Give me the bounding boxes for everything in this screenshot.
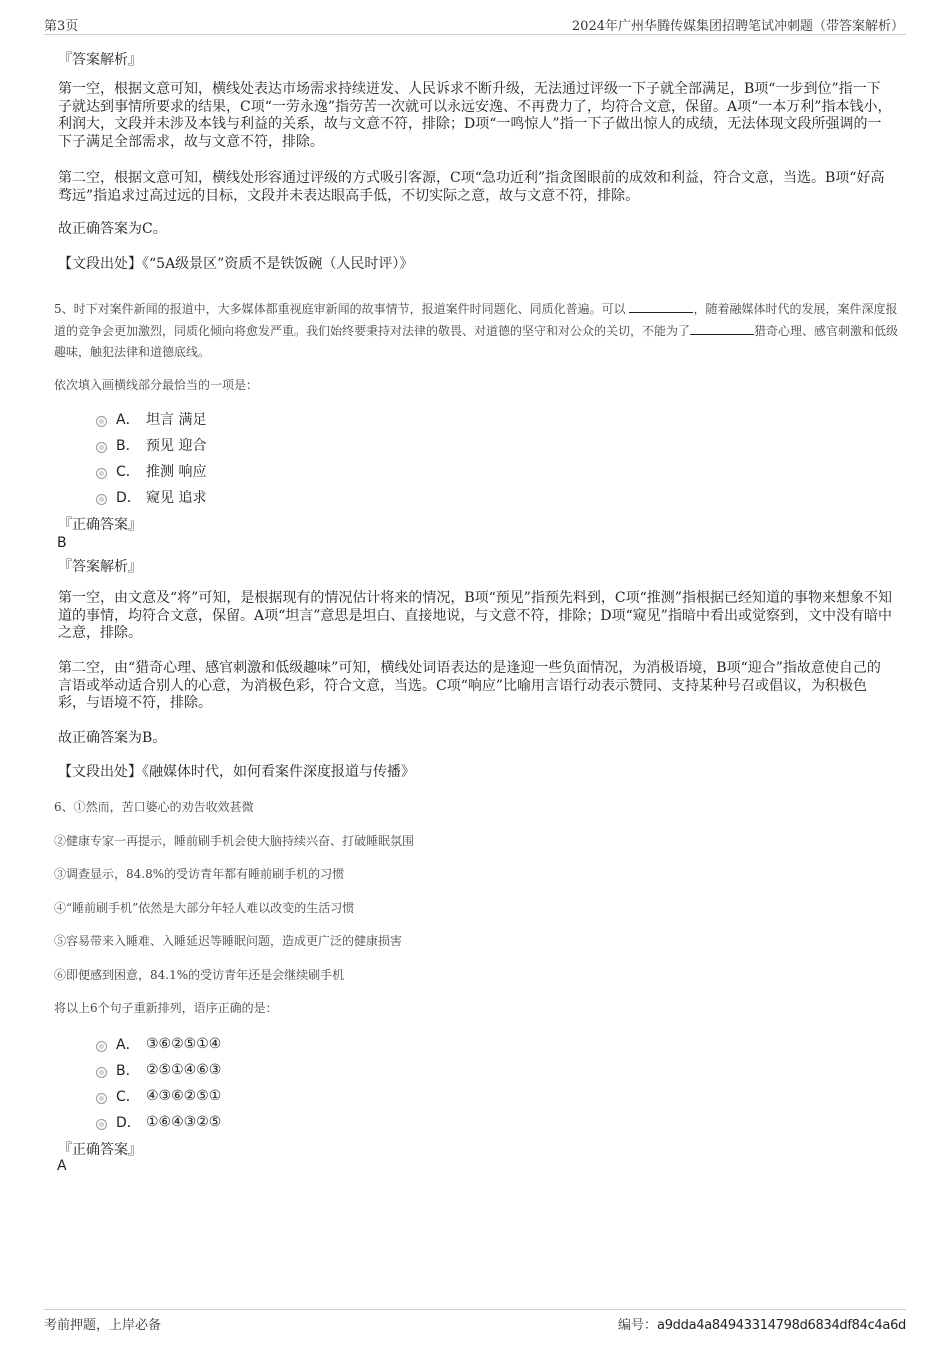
q5-stem-part-3: 猎奇心理、感官刺激和低级趣味，触犯法律和道德底线。	[54, 323, 899, 359]
q6-prompt: 将以上6个句子重新排列，语序正确的是：	[54, 1001, 278, 1015]
document-code-value: a9dda4a84943314798d6834df84c4a6d	[657, 1318, 906, 1333]
radio-icon[interactable]	[96, 1041, 107, 1052]
q5-correct-answer: B	[57, 535, 67, 551]
radio-icon[interactable]	[96, 1093, 107, 1104]
q5-stem	[54, 299, 899, 364]
header-rule	[44, 34, 906, 35]
document-title: 2024年广州华腾传媒集团招聘笔试冲刺题（带答案解析）	[571, 19, 904, 34]
q5-correct-label: 『正确答案』	[58, 517, 142, 533]
q5-blank-2	[690, 322, 754, 335]
q5-option-c[interactable]: C． 推测 响应	[96, 461, 206, 481]
radio-icon[interactable]	[96, 494, 107, 505]
q6-option-a[interactable]: A． ③⑥②⑤①④	[96, 1034, 221, 1054]
q4-conclusion: 故正确答案为C。	[58, 221, 167, 237]
q6-sentence-6: ⑥即便感到困意，84.1%的受访青年还是会继续刷手机	[54, 968, 345, 982]
radio-icon[interactable]	[96, 416, 107, 427]
q5-prompt: 依次填入画横线部分最恰当的一项是：	[54, 378, 259, 392]
radio-icon[interactable]	[96, 1067, 107, 1078]
q5-stem-part-1: 5、时下对案件新闻的报道中，大多媒体都重视庭审新闻的故事情节，报道案件时同题化、同质化普遍。可以	[54, 302, 626, 316]
page-number: 第3页	[44, 19, 79, 34]
document-code-label: 编号：	[618, 1318, 658, 1333]
radio-icon[interactable]	[96, 1119, 107, 1130]
q5-stem-part-2: ，随着融媒体时代的发展，案件深度报道的竞争会更加激烈，同质化倾向将愈发严重。我们始终要秉持对法律的敬畏、对道德的坚守和对公众的关切，不能为了	[54, 302, 898, 338]
q6-sentence-5: ⑤容易带来入睡难、入睡延迟等睡眠问题，造成更广泛的健康损害	[54, 934, 403, 948]
q5-analysis-label: 『答案解析』	[58, 559, 142, 575]
q5-conclusion: 故正确答案为B。	[58, 730, 167, 746]
q4-analysis-label: 『答案解析』	[58, 52, 142, 68]
footer-slogan: 考前押题，上岸必备	[44, 1318, 162, 1333]
q6-correct-answer: A	[57, 1158, 67, 1174]
footer-rule	[44, 1309, 906, 1310]
q4-analysis-para-1: 第一空，根据文意可知，横线处表达市场需求持续迸发、人民诉求不断升级，无法通过评级一下子就全部满足，B项“一步到位”指一下子就达到事情所要求的结果，C项“一劳永逸”指劳苦一次就可以永远安逸、不再费力了，均符合文意，保留。A项“一本万利”指本钱小，利润大，文段并未涉及本钱与利益的关系，故与文意不符，排除；D项“一鸣惊人”指一下子做出惊人的成绩，无法体现文段所强调的一下子满足全部需求，故与文意不符，排除。	[58, 81, 892, 150]
q5-option-a[interactable]: A． 坦言 满足	[96, 409, 206, 429]
q5-source: 【文段出处】《融媒体时代，如何看案件深度报道与传播》	[58, 764, 415, 780]
q6-option-d[interactable]: D． ①⑥④③②⑤	[96, 1112, 221, 1132]
q6-sentence-1: 6、①然而，苦口婆心的劝告收效甚微	[54, 800, 254, 814]
q5-option-d[interactable]: D． 窥见 追求	[96, 487, 206, 507]
document-code	[618, 1314, 906, 1333]
q6-correct-label: 『正确答案』	[58, 1142, 142, 1158]
radio-icon[interactable]	[96, 442, 107, 453]
q6-sentence-2: ②健康专家一再提示，睡前刷手机会使大脑持续兴奋、打破睡眠氛围	[54, 834, 415, 848]
q5-blank-1	[629, 300, 693, 313]
q6-sentence-4: ④“睡前刷手机”依然是大部分年轻人难以改变的生活习惯	[54, 901, 355, 915]
q6-option-b[interactable]: B． ②⑤①④⑥③	[96, 1060, 221, 1080]
q5-option-b[interactable]: B． 预见 迎合	[96, 435, 206, 455]
radio-icon[interactable]	[96, 468, 107, 479]
q5-analysis-para-2: 第二空，由“猎奇心理、感官刺激和低级趣味”可知，横线处词语表达的是逢迎一些负面情况，为消极语境，B项“迎合”指故意使自己的言语或举动适合别人的心意，为消极色彩，符合文意，当选。C项“响应”比喻用言语行动表示赞同、支持某种号召或倡议，为积极色彩，与语境不符，排除。	[58, 660, 881, 711]
q6-option-c[interactable]: C． ④③⑥②⑤①	[96, 1086, 221, 1106]
q4-analysis-para-2: 第二空，根据文意可知，横线处形容通过评级的方式吸引客源，C项“急功近利”指贪图眼前的成效和利益，符合文意，当选。B项“好高骛远”指追求过高过远的目标，文段并未表达眼高手低，不切实际之意，故与文意不符，排除。	[58, 170, 885, 204]
q4-source: 【文段出处】《“5A级景区”资质不是铁饭碗（人民时评）》	[58, 256, 414, 272]
q6-sentence-3: ③调查显示，84.8%的受访青年都有睡前刷手机的习惯	[54, 867, 345, 881]
q5-analysis-para-1: 第一空，由文意及“将”可知，是根据现有的情况估计将来的情况，B项“预见”指预先料到，C项“推测”指根据已经知道的事物来想象不知道的事情，均符合文意，保留。A项“坦言”意思是坦白、直接地说，与文意不符，排除；D项“窥见”指暗中看出或觉察到，文中没有暗中之意，排除。	[58, 590, 892, 641]
